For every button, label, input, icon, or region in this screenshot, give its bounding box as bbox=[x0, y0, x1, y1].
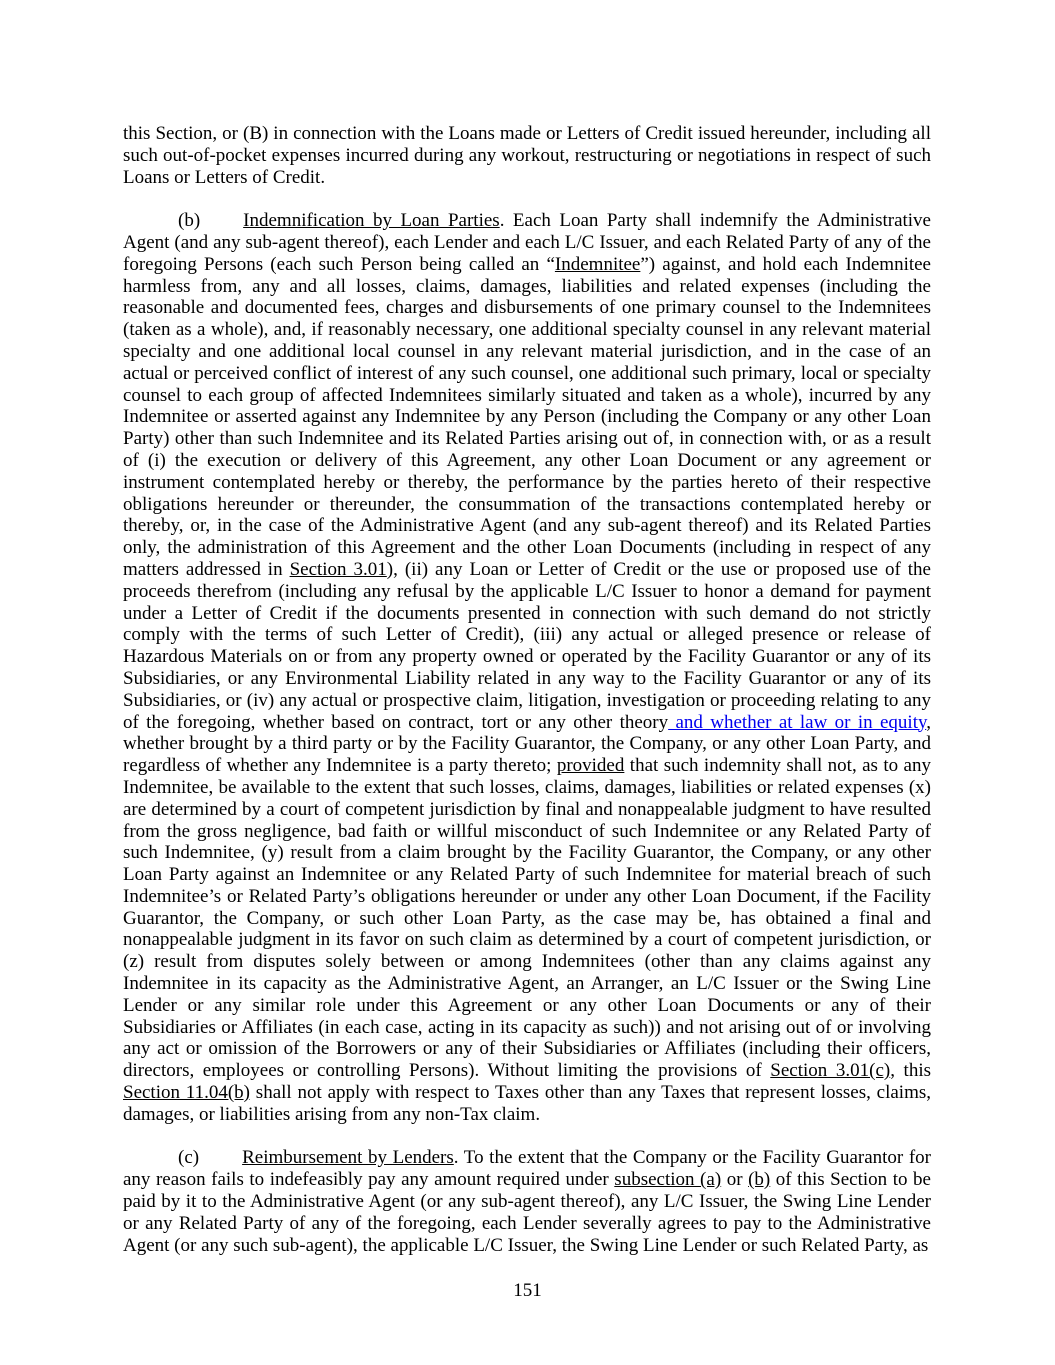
underlined-reference: Indemnification by Loan Parties bbox=[243, 210, 500, 232]
text-run: (c) bbox=[178, 1147, 200, 1169]
text-run: or bbox=[721, 1169, 749, 1191]
text-run: . To the extent that the Company or the Facility Guarantor for any reason fails to indefeasibly pay any amount required under bbox=[123, 1147, 931, 1191]
paragraph-2 bbox=[123, 210, 931, 1125]
text-run: ”) against, and hold each Indemnitee harmless from, any and all losses, claims, damages, liabilities and related expenses (including the reasonable and documented fees, charges and disbursements of one primary counsel to the Indemnitees (taken as a whole), and, if reasonably necessary, one additional specialty counsel in any relevant material specialty and one additional local counsel in any relevant material jurisdiction, and in the case of an actual or perceived conflict of interest of any such counsel, one additional such primary, local or specialty counsel to each group of affected Indemnitees similarly situated and taken as a whole), incurred by any Indemnitee or asserted against any Indemnitee by any Person (including the Company or any other Loan Party) other than such Indemnitee and its Related Parties arising out of, in connection with, or as a result of (i) the execution or delivery of this Agreement, any other Loan Document or any agreement or instrument contemplated hereby or thereby, the performance by the parties hereto of their respective obligations hereunder or thereunder, the consummation of the transactions contemplated hereby or thereby, or, in the case of the Administrative Agent (and any sub-agent thereof) and its Related Parties only, the administration of this Agreement and the other Loan Documents (including in respect of any matters addressed in bbox=[123, 253, 931, 580]
paragraph-1 bbox=[123, 123, 931, 188]
text-run: that such indemnity shall not, as to any Indemnitee, be available to the extent that such losses, claims, damages, liabilities or related expenses (x) are determined by a court of competent jurisdiction by final and nonappealable judgment to have resulted from the gross negligence, bad faith or willful misconduct of such Indemnitee or any Related Party of such Indemnitee, (y) result from a claim brought by the Facility Guarantor, the Company, or any other Loan Party against an Indemnitee or any Related Party of such Indemnitee for material breach of such Indemnitee’s or Related Party’s obligations hereunder or under any other Loan Document, if the Facility Guarantor, the Company, or such other Loan Party, as the case may be, has obtained a final and nonappealable judgment in its favor on such claim as determined by a court of competent jurisdiction, or (z) result from disputes solely between or among Indemnitees (other than any claims against any Indemnitee in its capacity as the Administrative Agent, an Arranger, an L/C Issuer or the Swing Line Lender or any similar role under this Agreement or any other Loan Documents or any of their Subsidiaries or Affiliates (in each case, acting in its capacity as such)) and not arising out of or involving any act or omission of the Borrowers or any of their Subsidiaries or Affiliates (including their officers, directors, employees or controlling Persons). Without limiting the provisions of bbox=[123, 755, 931, 1082]
page-number: 151 bbox=[513, 1280, 542, 1301]
text-run: , this bbox=[890, 1060, 932, 1082]
underlined-reference: Indemnitee bbox=[554, 253, 641, 275]
underlined-reference: (b) bbox=[748, 1169, 771, 1191]
inserted-text: and whether at law or in equity bbox=[668, 711, 927, 733]
text-run: of this Section to be paid by it to the Administrative Agent (or any sub-agent thereof), any L/C Issuer, the Swing Line Lender or any Related Party of any of the foregoing, each Lender severally agrees to pay to the Administrative Agent (or any such sub-agent), the applicable L/C Issuer, the Swing Line Lender or such Related Party, as bbox=[123, 1169, 931, 1256]
text-run: , whether brought by a third party or by the Facility Guarantor, the Company, or any other Loan Party, and regardless of whether any Indemnitee is a party thereto; bbox=[123, 711, 931, 777]
underlined-reference: Section 3.01 bbox=[289, 558, 387, 580]
underlined-reference: Section 3.01(c) bbox=[770, 1060, 891, 1082]
underlined-reference: subsection (a) bbox=[614, 1169, 722, 1191]
underlined-reference: Reimbursement by Lenders bbox=[242, 1147, 454, 1169]
underlined-reference: Section 11.04(b) bbox=[123, 1082, 250, 1104]
underlined-reference: provided bbox=[556, 755, 625, 777]
text-run: shall not apply with respect to Taxes other than any Taxes that represent losses, claims, damages, or liabilities arising from any non-Tax claim. bbox=[123, 1082, 931, 1125]
text-run: this Section, or (B) in connection with the Loans made or Letters of Credit issued hereunder, including all such out-of-pocket expenses incurred during any workout, restructuring or negotiations in respect of such Loans or Letters of Credit. bbox=[123, 123, 931, 188]
text-run: (b) bbox=[178, 210, 201, 232]
document-body bbox=[123, 123, 931, 1278]
text-run: . Each Loan Party shall indemnify the Administrative Agent (and any sub-agent thereof), each Lender and each L/C Issuer, and each Related Party of any of the foregoing Persons (each such Person being called an “ bbox=[123, 210, 931, 275]
paragraph-3 bbox=[123, 1147, 931, 1256]
text-run: ), (ii) any Loan or Letter of Credit or the use or proposed use of the proceeds therefrom (including any refusal by the applicable L/C Issuer to honor a demand for payment under a Letter of Credit if the documents presented in connection with such demand do not strictly comply with the terms of such Letter of Credit), (iii) any actual or alleged presence or release of Hazardous Materials on or from any property owned or operated by the Facility Guarantor or any of its Subsidiaries, or any Environmental Liability related in any way to the Facility Guarantor or any of its Subsidiaries, or (iv) any actual or prospective claim, litigation, investigation or proceeding relating to any of the foregoing, whether based on contract, tort or any other theory bbox=[123, 558, 931, 733]
